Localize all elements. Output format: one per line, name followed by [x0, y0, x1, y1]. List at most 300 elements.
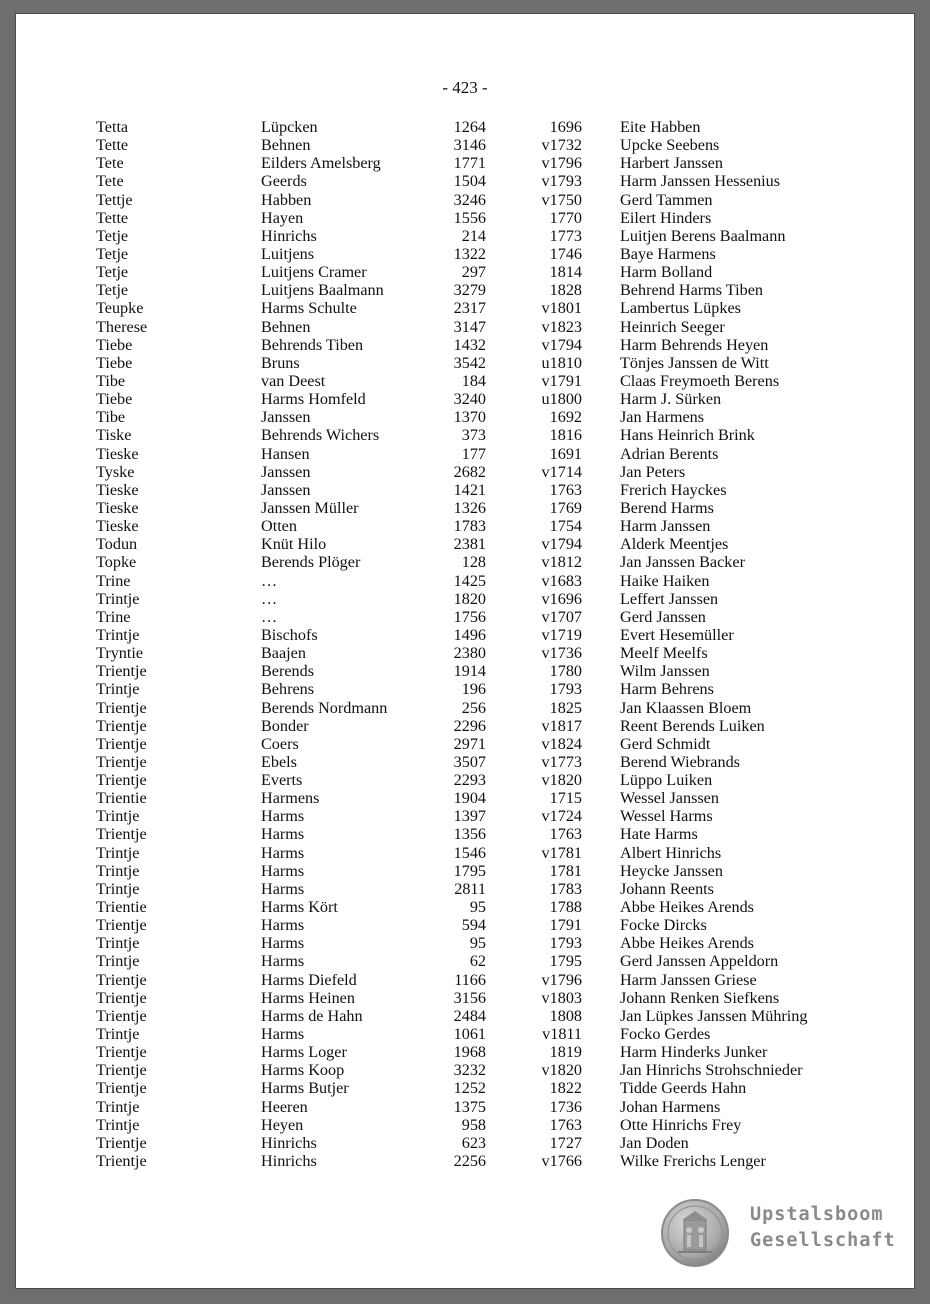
surname: Heeren	[261, 1097, 308, 1116]
year: u1810	[541, 353, 582, 372]
register-list	[96, 118, 896, 1170]
register-row	[96, 753, 896, 771]
entry-number: 2256	[453, 1152, 486, 1171]
spouse-name: Evert Hesemüller	[620, 625, 734, 644]
first-name: Trientje	[96, 734, 147, 753]
spouse-name: Harm J. Sürken	[620, 390, 722, 409]
spouse-name: Wessel Janssen	[620, 789, 719, 808]
surname: Harms Homfeld	[261, 390, 366, 409]
surname: Knüt Hilo	[261, 535, 327, 554]
surname: Hinrichs	[261, 1152, 317, 1171]
first-name: Tieske	[96, 480, 139, 499]
surname: Harms Kört	[261, 898, 338, 917]
register-row	[96, 553, 896, 571]
entry-number: 1252	[453, 1079, 486, 1098]
entry-number: 62	[469, 952, 486, 971]
register-row	[96, 245, 896, 263]
register-row	[96, 662, 896, 680]
year: 1825	[549, 698, 582, 717]
year: 1808	[549, 1006, 582, 1025]
entry-number: 2682	[453, 462, 486, 481]
year: v1781	[541, 843, 582, 862]
spouse-name: Frerich Hayckes	[620, 480, 727, 499]
document-page	[16, 14, 914, 1288]
spouse-name: Reent Berends Luiken	[620, 716, 765, 735]
spouse-name: Claas Freymoeth Berens	[620, 371, 780, 390]
surname: Harms	[261, 861, 305, 880]
register-row	[96, 1025, 896, 1043]
register-row	[96, 862, 896, 880]
register-row	[96, 372, 896, 390]
entry-number: 1546	[453, 843, 486, 862]
first-name: Trintje	[96, 861, 140, 880]
spouse-name: Gerd Janssen Appeldorn	[620, 952, 779, 971]
entry-number: 1370	[453, 408, 486, 427]
year: 1828	[549, 281, 582, 300]
first-name: Tiebe	[96, 335, 133, 354]
first-name: Trientje	[96, 1133, 147, 1152]
spouse-name: Hate Harms	[620, 825, 698, 844]
register-row	[96, 354, 896, 372]
first-name: Trintje	[96, 1097, 140, 1116]
spouse-name: Alderk Meentjes	[620, 535, 729, 554]
register-row	[96, 408, 896, 426]
surname: Everts	[261, 771, 303, 790]
spouse-name: Harm Janssen	[620, 517, 711, 536]
first-name: Tetje	[96, 226, 129, 245]
register-row	[96, 699, 896, 717]
first-name: Tetje	[96, 263, 129, 282]
year: v1811	[542, 1025, 582, 1044]
spouse-name: Harm Hinderks Junker	[620, 1043, 768, 1062]
spouse-name: Harbert Janssen	[620, 154, 723, 173]
entry-number: 1375	[453, 1097, 486, 1116]
first-name: Tette	[96, 136, 129, 155]
register-row	[96, 318, 896, 336]
first-name: Tette	[96, 208, 129, 227]
register-row	[96, 789, 896, 807]
first-name: Trine	[96, 571, 131, 590]
register-row	[96, 1007, 896, 1025]
first-name: Trientje	[96, 1079, 147, 1098]
surname: Luitjens	[261, 244, 315, 263]
first-name: Tieske	[96, 444, 139, 463]
register-row	[96, 227, 896, 245]
entry-number: 594	[461, 916, 486, 935]
first-name: Trientje	[96, 988, 147, 1007]
entry-number: 3147	[453, 317, 486, 336]
surname: Berends Plöger	[261, 553, 361, 572]
spouse-name: Baye Harmens	[620, 244, 716, 263]
entry-number: 1322	[453, 244, 486, 263]
register-row	[96, 916, 896, 934]
spouse-name: Behrend Harms Tiben	[620, 281, 763, 300]
year: v1724	[541, 807, 582, 826]
year: 1763	[549, 825, 582, 844]
entry-number: 2381	[453, 535, 486, 554]
entry-number: 3279	[453, 281, 486, 300]
surname: Hansen	[261, 444, 310, 463]
year: 1816	[549, 426, 582, 445]
year: v1707	[541, 607, 582, 626]
register-row	[96, 1152, 896, 1170]
register-row	[96, 1134, 896, 1152]
surname: Lüpcken	[261, 118, 318, 136]
register-row	[96, 1079, 896, 1097]
entry-number: 3156	[453, 988, 486, 1007]
first-name: Trintje	[96, 625, 140, 644]
register-row	[96, 299, 896, 317]
first-name: Tieske	[96, 498, 139, 517]
entry-number: 1914	[453, 662, 486, 681]
surname: Harms	[261, 916, 305, 935]
entry-number: 177	[461, 444, 486, 463]
surname: …	[261, 571, 278, 590]
year: v1824	[541, 734, 582, 753]
surname: Hayen	[261, 208, 304, 227]
entry-number: 1166	[454, 970, 486, 989]
year: 1788	[549, 898, 582, 917]
register-row	[96, 426, 896, 444]
entry-number: 95	[469, 934, 486, 953]
surname: Harms Schulte	[261, 299, 357, 318]
year: 1791	[549, 916, 582, 935]
register-row	[96, 136, 896, 154]
year: 1822	[549, 1079, 582, 1098]
year: v1793	[541, 172, 582, 191]
year: v1766	[541, 1152, 582, 1171]
entry-number: 1425	[453, 571, 486, 590]
register-row	[96, 172, 896, 190]
surname: Harms	[261, 843, 305, 862]
entry-number: 1397	[453, 807, 486, 826]
entry-number: 2293	[453, 771, 486, 790]
year: v1750	[541, 190, 582, 209]
first-name: Tiske	[96, 426, 132, 445]
spouse-name: Otte Hinrichs Frey	[620, 1115, 742, 1134]
first-name: Trientje	[96, 662, 147, 681]
spouse-name: Lambertus Lüpkes	[620, 299, 741, 318]
register-row	[96, 735, 896, 753]
entry-number: 2296	[453, 716, 486, 735]
register-row	[96, 608, 896, 626]
entry-number: 95	[469, 898, 486, 917]
surname: van Deest	[261, 371, 326, 390]
register-row	[96, 499, 896, 517]
spouse-name: Tidde Geerds Hahn	[620, 1079, 747, 1098]
spouse-name: Gerd Schmidt	[620, 734, 711, 753]
register-row	[96, 1098, 896, 1116]
year: 1736	[549, 1097, 582, 1116]
entry-number: 1356	[453, 825, 486, 844]
spouse-name: Focke Dircks	[620, 916, 707, 935]
spouse-name: Hans Heinrich Brink	[620, 426, 755, 445]
spouse-name: Jan Klaassen Bloem	[620, 698, 752, 717]
entry-number: 373	[461, 426, 486, 445]
register-row	[96, 952, 896, 970]
entry-number: 214	[461, 226, 486, 245]
year: v1820	[541, 1061, 582, 1080]
spouse-name: Albert Hinrichs	[620, 843, 722, 862]
first-name: Tiebe	[96, 353, 133, 372]
spouse-name: Berend Wiebrands	[620, 752, 740, 771]
year: 1696	[549, 118, 582, 136]
entry-number: 184	[461, 371, 486, 390]
register-row	[96, 209, 896, 227]
surname: Geerds	[261, 172, 307, 191]
first-name: Trintje	[96, 589, 140, 608]
spouse-name: Meelf Meelfs	[620, 644, 708, 663]
register-row	[96, 844, 896, 862]
year: v1820	[541, 771, 582, 790]
surname: Harms	[261, 1025, 305, 1044]
register-row	[96, 807, 896, 825]
first-name: Trientje	[96, 771, 147, 790]
surname: …	[261, 607, 278, 626]
register-row	[96, 717, 896, 735]
first-name: Tibe	[96, 408, 126, 427]
year: v1796	[541, 154, 582, 173]
first-name: Trientje	[96, 916, 147, 935]
entry-number: 3246	[453, 190, 486, 209]
entry-number: 2380	[453, 644, 486, 663]
spouse-name: Leffert Janssen	[620, 589, 719, 608]
year: 1814	[549, 263, 582, 282]
first-name: Trintje	[96, 1025, 140, 1044]
surname: Harms	[261, 934, 305, 953]
year: 1715	[549, 789, 582, 808]
register-row	[96, 281, 896, 299]
spouse-name: Adrian Berents	[620, 444, 719, 463]
spouse-name: Haike Haiken	[620, 571, 710, 590]
year: u1800	[541, 390, 582, 409]
register-row	[96, 825, 896, 843]
entry-number: 1820	[453, 589, 486, 608]
spouse-name: Lüppo Luiken	[620, 771, 713, 790]
surname: Janssen	[261, 408, 311, 427]
register-row	[96, 898, 896, 916]
register-row	[96, 971, 896, 989]
first-name: Tibe	[96, 371, 126, 390]
first-name: Tete	[96, 172, 124, 191]
entry-number: 1496	[453, 625, 486, 644]
year: 1691	[549, 444, 582, 463]
surname: Harms	[261, 807, 305, 826]
surname: Bischofs	[261, 625, 318, 644]
spouse-name: Heinrich Seeger	[620, 317, 725, 336]
surname: Harms	[261, 952, 305, 971]
first-name: Topke	[96, 553, 137, 572]
first-name: Trientje	[96, 698, 147, 717]
year: 1795	[549, 952, 582, 971]
year: 1780	[549, 662, 582, 681]
surname: Behrends Wichers	[261, 426, 380, 445]
surname: Luitjens Baalmann	[261, 281, 384, 300]
register-row	[96, 1116, 896, 1134]
year: v1732	[541, 136, 582, 155]
first-name: Tetta	[96, 118, 129, 136]
spouse-name: Eite Habben	[620, 118, 701, 136]
year: 1763	[549, 1115, 582, 1134]
surname: …	[261, 589, 278, 608]
first-name: Tetje	[96, 244, 129, 263]
entry-number: 196	[461, 680, 486, 699]
upstalsboom-seal-icon	[660, 1198, 730, 1268]
year: v1817	[541, 716, 582, 735]
year: 1746	[549, 244, 582, 263]
first-name: Trientje	[96, 1043, 147, 1062]
surname: Hinrichs	[261, 226, 317, 245]
first-name: Tryntie	[96, 644, 144, 663]
first-name: Trientje	[96, 825, 147, 844]
surname: Behrends Tiben	[261, 335, 364, 354]
first-name: Trientje	[96, 716, 147, 735]
surname: Behnen	[261, 317, 311, 336]
first-name: Trintje	[96, 934, 140, 953]
year: v1801	[541, 299, 582, 318]
spouse-name: Heycke Janssen	[620, 861, 723, 880]
surname: Bonder	[261, 716, 309, 735]
first-name: Tieske	[96, 517, 139, 536]
year: 1770	[549, 208, 582, 227]
year: 1819	[549, 1043, 582, 1062]
surname: Harms	[261, 825, 305, 844]
register-row	[96, 989, 896, 1007]
year: 1754	[549, 517, 582, 536]
logo-line-1: Upstalsboom	[750, 1204, 884, 1225]
register-row	[96, 118, 896, 136]
entry-number: 1504	[453, 172, 486, 191]
entry-number: 1904	[453, 789, 486, 808]
entry-number: 2971	[453, 734, 486, 753]
register-row	[96, 1061, 896, 1079]
register-row	[96, 517, 896, 535]
surname: Janssen Müller	[261, 498, 359, 517]
spouse-name: Abbe Heikes Arends	[620, 934, 754, 953]
surname: Harms Diefeld	[261, 970, 357, 989]
year: v1812	[541, 553, 582, 572]
surname: Berends	[261, 662, 315, 681]
register-row	[96, 154, 896, 172]
year: 1783	[549, 879, 582, 898]
spouse-name: Gerd Janssen	[620, 607, 706, 626]
register-row	[96, 771, 896, 789]
register-row	[96, 680, 896, 698]
entry-number: 1556	[453, 208, 486, 227]
spouse-name: Gerd Tammen	[620, 190, 713, 209]
spouse-name: Harm Janssen Griese	[620, 970, 757, 989]
surname: Ebels	[261, 752, 297, 771]
surname: Janssen	[261, 462, 311, 481]
register-row	[96, 572, 896, 590]
first-name: Trintje	[96, 879, 140, 898]
spouse-name: Wilm Janssen	[620, 662, 710, 681]
spouse-name: Jan Peters	[620, 462, 686, 481]
entry-number: 297	[461, 263, 486, 282]
spouse-name: Harm Janssen Hessenius	[620, 172, 781, 191]
first-name: Todun	[96, 535, 138, 554]
surname: Baajen	[261, 644, 306, 663]
first-name: Trintje	[96, 843, 140, 862]
year: v1794	[541, 335, 582, 354]
first-name: Trintje	[96, 1115, 140, 1134]
year: 1692	[549, 408, 582, 427]
entry-number: 3240	[453, 390, 486, 409]
spouse-name: Jan Lüpkes Janssen Mühring	[620, 1006, 808, 1025]
spouse-name: Wessel Harms	[620, 807, 713, 826]
first-name: Trine	[96, 607, 131, 626]
spouse-name: Wilke Frerichs Lenger	[620, 1152, 766, 1171]
first-name: Trientie	[96, 898, 147, 917]
first-name: Tyske	[96, 462, 135, 481]
surname: Harms Butjer	[261, 1079, 349, 1098]
spouse-name: Berend Harms	[620, 498, 714, 517]
entry-number: 2484	[453, 1006, 486, 1025]
year: v1796	[541, 970, 582, 989]
first-name: Tettje	[96, 190, 133, 209]
entry-number: 1795	[453, 861, 486, 880]
entry-number: 128	[461, 553, 486, 572]
year: 1763	[549, 480, 582, 499]
first-name: Trientie	[96, 789, 147, 808]
spouse-name: Jan Hinrichs Strohschnieder	[620, 1061, 803, 1080]
spouse-name: Jan Janssen Backer	[620, 553, 745, 572]
surname: Harms	[261, 879, 305, 898]
surname: Bruns	[261, 353, 300, 372]
spouse-name: Harm Behrends Heyen	[620, 335, 769, 354]
spouse-name: Harm Behrens	[620, 680, 714, 699]
spouse-name: Focko Gerdes	[620, 1025, 711, 1044]
first-name: Trintje	[96, 680, 140, 699]
register-row	[96, 535, 896, 553]
register-row	[96, 481, 896, 499]
surname: Habben	[261, 190, 312, 209]
register-row	[96, 336, 896, 354]
register-row	[96, 626, 896, 644]
register-row	[96, 644, 896, 662]
logo-line-2: Gesellschaft	[750, 1230, 896, 1251]
first-name: Trientje	[96, 752, 147, 771]
first-name: Trintje	[96, 952, 140, 971]
entry-number: 1783	[453, 517, 486, 536]
entry-number: 2811	[454, 879, 486, 898]
page-number: - 423 -	[442, 78, 488, 97]
entry-number: 2317	[453, 299, 486, 318]
entry-number: 3542	[453, 353, 486, 372]
surname: Hinrichs	[261, 1133, 317, 1152]
spouse-name: Johann Renken Siefkens	[620, 988, 780, 1007]
entry-number: 1264	[453, 118, 486, 136]
year: 1773	[549, 226, 582, 245]
year: v1714	[541, 462, 582, 481]
surname: Harms de Hahn	[261, 1006, 363, 1025]
year: v1803	[541, 988, 582, 1007]
year: 1769	[549, 498, 582, 517]
year: v1696	[541, 589, 582, 608]
entry-number: 1421	[453, 480, 486, 499]
entry-number: 3232	[453, 1061, 486, 1080]
surname: Harms Heinen	[261, 988, 355, 1007]
register-row	[96, 590, 896, 608]
spouse-name: Upcke Seebens	[620, 136, 720, 155]
entry-number: 1326	[453, 498, 486, 517]
entry-number: 1771	[453, 154, 486, 173]
year: 1793	[549, 934, 582, 953]
first-name: Trientje	[96, 970, 147, 989]
entry-number: 1061	[453, 1025, 486, 1044]
publisher-logo	[660, 1198, 908, 1274]
spouse-name: Jan Doden	[620, 1133, 689, 1152]
